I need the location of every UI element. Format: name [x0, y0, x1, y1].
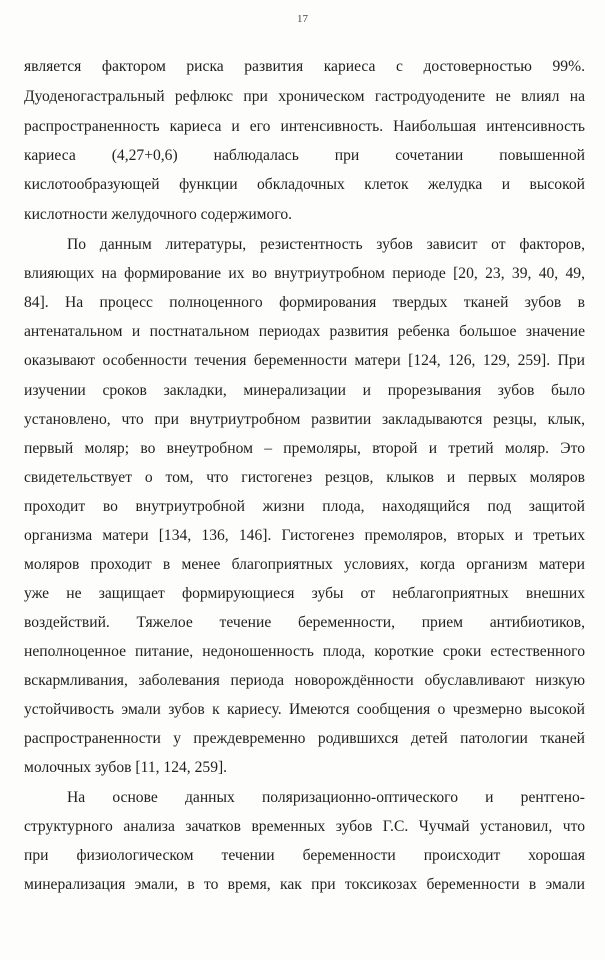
text-line: изучении сроков закладки, минерализации и прорезывания зубов было — [24, 382, 585, 399]
text-line: распространенность кариеса и его интенсивность. Наибольшая интенсивность — [24, 118, 585, 135]
text-line: установлено, что при внутриутробном развитии закладываются резцы, клык, — [24, 411, 585, 428]
text-line: По данным литературы, резистентность зубов зависит от факторов, — [67, 236, 585, 253]
text-line: неполноценное питание, недоношенность плода, короткие сроки естественного — [24, 643, 585, 660]
text-line: Дуоденогастральный рефлюкс при хроническом гастродуодените не влиял на — [24, 88, 585, 105]
text-line: свидетельствует о том, что гистогенез резцов, клыков и первых моляров — [24, 469, 585, 486]
text-line: распространенности у преждевременно родившихся детей патологии тканей — [24, 730, 585, 747]
text-line: вскармливания, заболевания периода новорождённости обуславливают низкую — [24, 672, 585, 689]
page-number: 17 — [297, 13, 308, 25]
text-line: кислотообразующей функции обкладочных клеток желудка и высокой — [24, 176, 585, 193]
text-line: кислотности желудочного содержимого. — [24, 206, 293, 223]
text-line: первый моляр; во внеутробном – премоляры, второй и третий моляр. Это — [24, 440, 585, 457]
text-line: кариеса (4,27+0,6) наблюдалась при сочетании повышенной — [24, 147, 585, 164]
text-line: воздействий. Тяжелое течение беременности, прием антибиотиков, — [24, 614, 585, 631]
text-line: проходит во внутриутробной жизни плода, находящийся под защитой — [24, 498, 585, 515]
text-line: структурного анализа зачатков временных зубов Г.С. Чучмай установил, что — [24, 818, 585, 835]
text-line: молочных зубов [11, 124, 259]. — [24, 759, 228, 776]
text-line: моляров проходит в менее благоприятных условиях, когда организм матери — [24, 556, 585, 573]
text-line: влияющих на формирование их во внутриутробном периоде [20, 23, 39, 40, 49, — [24, 265, 585, 282]
text-line: 84]. На процесс полноценного формирования твердых тканей зубов в — [24, 294, 585, 311]
text-line: устойчивость эмали зубов к кариесу. Имеются сообщения о чрезмерно высокой — [24, 701, 585, 718]
text-line: является фактором риска развития кариеса с достоверностью 99%. — [24, 58, 585, 75]
text-line: антенатальном и постнатальном периодах развития ребенка большое значение — [24, 323, 585, 340]
text-line: организма матери [134, 136, 146]. Гистогенез премоляров, вторых и третьих — [24, 527, 585, 544]
text-line: минерализация эмали, в то время, как при токсикозах беременности в эмали — [24, 876, 585, 893]
text-line: На основе данных поляризационно-оптического и рентгено- — [67, 789, 585, 806]
text-line: оказывают особенности течения беременности матери [124, 126, 129, 259]. При — [24, 352, 585, 369]
text-line: при физиологическом течении беременности происходит хорошая — [24, 847, 585, 864]
text-line: уже не защищает формирующиеся зубы от неблагоприятных внешних — [24, 585, 585, 602]
